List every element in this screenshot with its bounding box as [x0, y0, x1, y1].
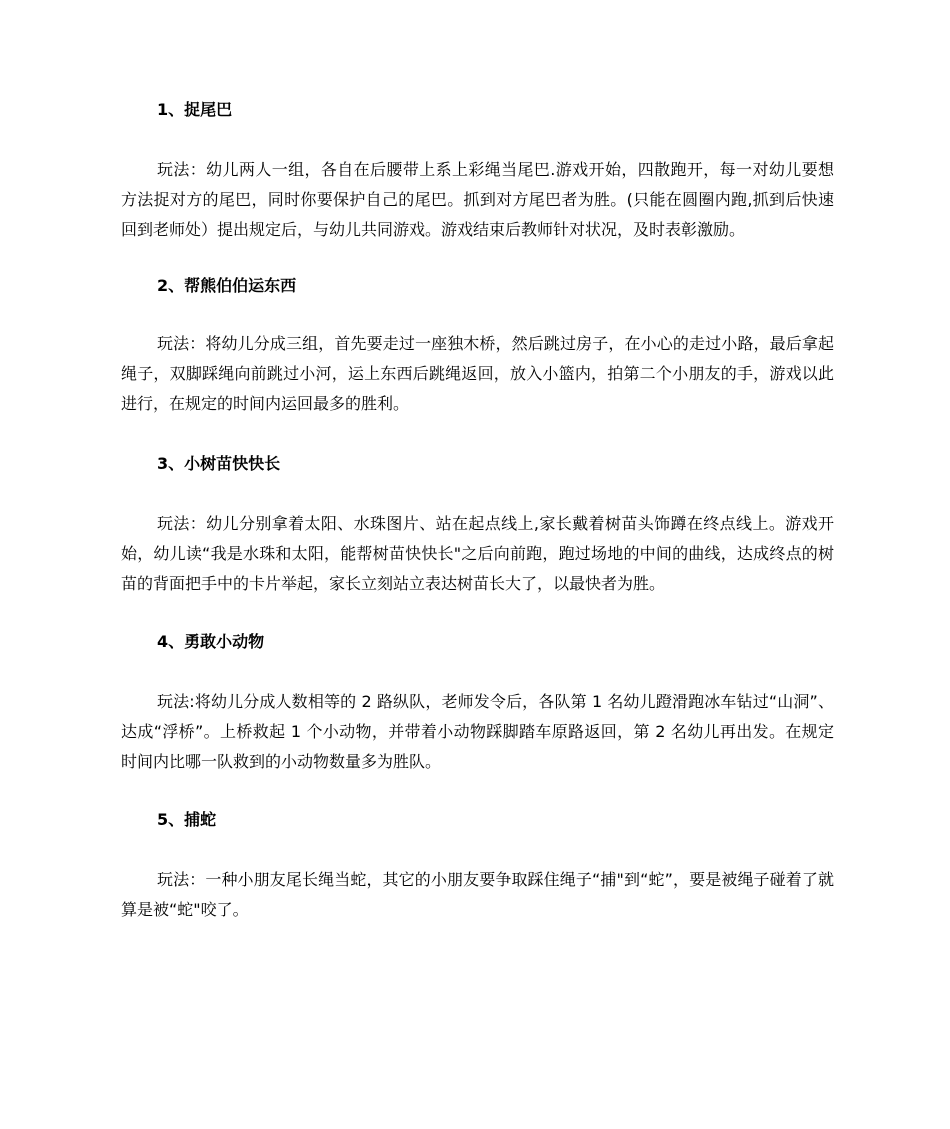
section-title: 2、帮熊伯伯运东西 — [157, 276, 297, 295]
section-body: 玩法：将幼儿分成三组，首先要走过一座独木桥，然后跳过房子，在小心的走过小路，最后拿起绳子，双脚踩绳向前跳过小河，运上东西后跳绳返回，放入小篮内，拍第二个小朋友的手，游戏以此进行，在规定的时间内运回最多的胜利。 — [121, 334, 834, 413]
section-title: 5、捕蛇 — [157, 810, 217, 829]
section-body: 玩法：幼儿两人一组，各自在后腰带上系上彩绳当尾巴.游戏开始，四散跑开，每一对幼儿要想方法捉对方的尾巴，同时你要保护自己的尾巴。抓到对方尾巴者为胜。(只能在圆圈内跑,抓到后快速回到老师处）提出规定后，与幼儿共同游戏。游戏结束后教师针对状况，及时表彰激励。 — [121, 160, 834, 239]
section-body: 玩法:将幼儿分成人数相等的 2 路纵队，老师发令后，各队第 1 名幼儿蹬滑跑冰车钻过“山洞”、达成“浮桥”。上桥救起 1 个小动物，并带着小动物踩脚踏车原路返回，第 2 名幼儿再出发。在规定时间内比哪一队救到的小动物数量多为胜队。 — [121, 692, 834, 771]
section-title: 1、捉尾巴 — [157, 100, 233, 119]
section-body: 玩法：一种小朋友尾长绳当蛇，其它的小朋友要争取踩住绳子“捕"到“蛇”，要是被绳子碰着了就算是被“蛇"咬了。 — [121, 870, 834, 919]
section-body: 玩法：幼儿分别拿着太阳、水珠图片、站在起点线上,家长戴着树苗头饰蹲在终点线上。游戏开始，幼儿读“我是水珠和太阳，能帮树苗快快长"之后向前跑，跑过场地的中间的曲线，达成终点的树苗的背面把手中的卡片举起，家长立刻站立表达树苗长大了，以最快者为胜。 — [121, 514, 834, 593]
section-title: 3、小树苗快快长 — [157, 454, 281, 473]
section-title: 4、勇敢小动物 — [157, 632, 265, 651]
document-content — [121, 97, 834, 925]
